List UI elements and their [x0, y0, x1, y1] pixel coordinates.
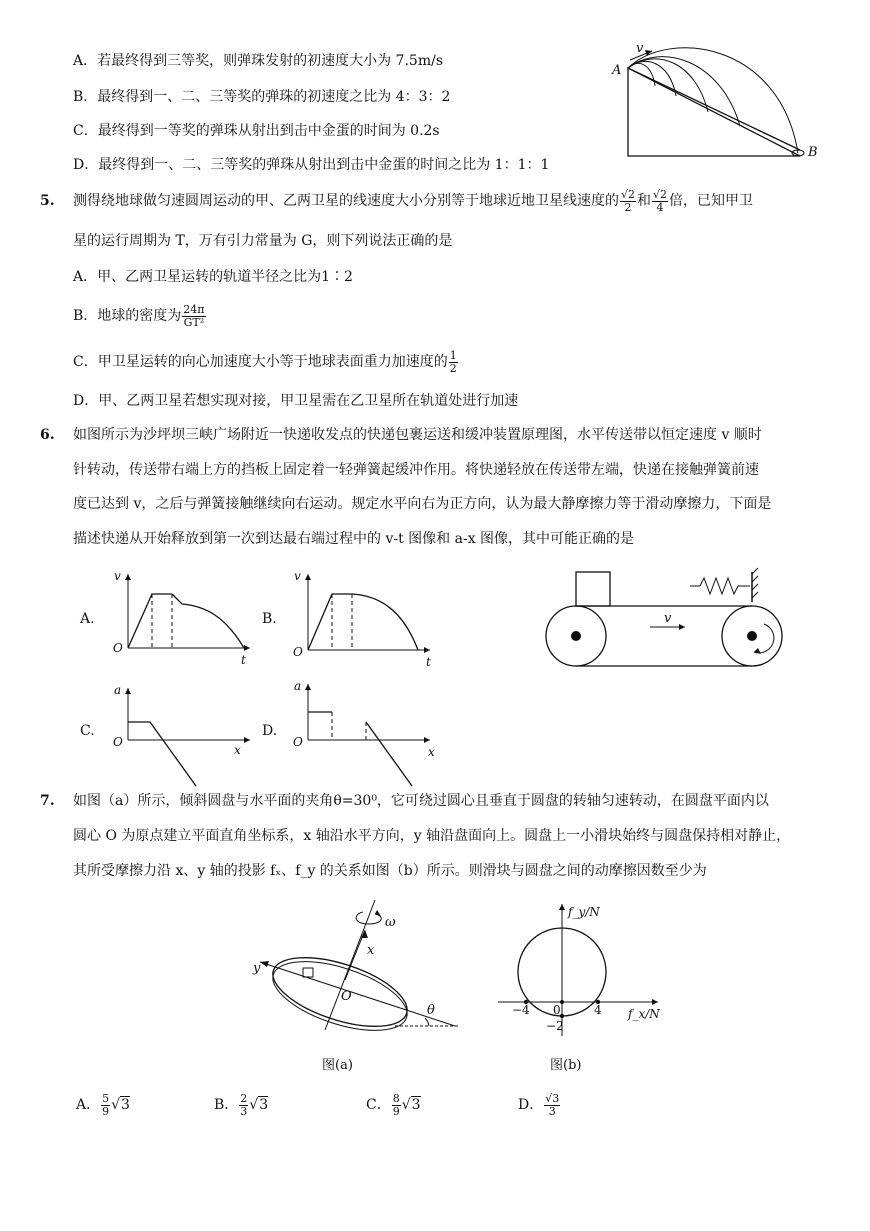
q5-option-c-fraction: $\frac{1}{2}$ [449, 348, 457, 375]
svg-text:0: 0 [553, 1003, 561, 1017]
q7-option-d: D． $\frac{√3}{3}$ [518, 1091, 560, 1118]
q5-option-b: B．地球的密度为 $\frac{24\pi}{\text{GT²}}$ [73, 302, 205, 329]
q5-stem-text-a: 测得绕地球做匀速圆周运动的甲、乙两卫星的线速度大小分别等于地球近地卫星线速度的 [73, 193, 619, 209]
svg-text:O: O [293, 735, 303, 749]
svg-text:θ: θ [427, 1003, 435, 1018]
svg-text:x: x [234, 743, 241, 757]
q5-frac-2: $\frac{√2}{4}$ [653, 187, 668, 214]
q4-slope-figure [610, 38, 830, 168]
q5-option-c: C．甲卫星运转的向心加速度大小等于地球表面重力加速度的 $\frac{1}{2}$ [73, 348, 457, 375]
q5-option-a: A．甲、乙两卫星运转的轨道半径之比为1∶2 [73, 269, 353, 285]
svg-text:v: v [294, 569, 301, 583]
q7-option-c: C． $\frac{8}{9}$ √3 [366, 1091, 421, 1118]
svg-text:−4: −4 [512, 1003, 530, 1017]
q6-graph-a [110, 566, 260, 666]
q5-frac-1: $\frac{√2}{2}$ [621, 187, 636, 214]
q6-stem-line3: 度已达到 v，之后与弹簧接触继续向右运动。规定水平向右为正方向，认为最大静摩擦力等于滑动摩擦力，下面是 [73, 496, 772, 512]
q6-stem-line2: 针转动，传送带右端上方的挡板上固定着一轻弹簧起缓冲作用。将快递轻放在传送带左端，快递在接触弹簧前速 [73, 462, 759, 478]
q6-graph-c [110, 680, 260, 790]
svg-text:y: y [253, 961, 261, 976]
q7-stem-line1: 如图（a）所示，倾斜圆盘与水平面的夹角θ=30⁰，它可绕过圆心且垂直于圆盘的转轴匀速转动，在圆盘平面内以 [73, 793, 769, 809]
svg-text:O: O [113, 641, 123, 655]
svg-text:a: a [114, 683, 122, 697]
q4-b-label: B [808, 145, 818, 160]
q7-option-b: B． $\frac{2}{3}$ √3 [214, 1091, 269, 1118]
q6-graph-b [290, 566, 440, 669]
q6-option-d-label: D. [262, 723, 278, 739]
svg-text:v: v [664, 611, 672, 626]
svg-text:O: O [113, 735, 123, 749]
q6-option-a-label: A. [80, 611, 95, 627]
q7-stem-line2: 圆心 O 为原点建立平面直角坐标系，x 轴沿水平方向，y 轴沿盘面向上。圆盘上一小滑块始终与圆盘保持相对静止， [73, 828, 791, 844]
svg-text:O: O [293, 645, 303, 659]
q7-figure-b-caption: 图(b) [550, 1058, 582, 1073]
q4-option-c: C．最终得到一等奖的弹珠从射出到击中金蛋的时间为 0.2s [73, 123, 440, 139]
q6-option-b-label: B. [262, 611, 277, 627]
svg-text:O: O [341, 989, 352, 1004]
q5-stem-line2: 星的运行周期为 T，万有引力常量为 G，则下列说法正确的是 [73, 233, 453, 249]
q6-conveyor-figure [540, 566, 790, 676]
q4-option-a: A．若最终得到三等奖，则弹珠发射的初速度大小为 7.5m/s [73, 53, 444, 69]
q7-option-a: A． $\frac{5}{9}$ √3 [76, 1091, 130, 1118]
q7-stem-line3: 其所受摩擦力沿 x、y 轴的投影 fₓ、f_y 的关系如图（b）所示。则滑块与圆盘之间的动摩擦因数至少为 [73, 863, 707, 879]
q5-number: 5. [40, 193, 55, 209]
svg-text:ω: ω [385, 915, 396, 930]
svg-text:x: x [428, 745, 435, 759]
q4-v-label: v [636, 41, 644, 56]
svg-text:f_x/N: f_x/N [628, 1007, 660, 1021]
svg-text:f_y/N: f_y/N [568, 905, 600, 919]
q5-stem-and: 和 [637, 193, 652, 209]
q6-option-c-label: C. [80, 723, 95, 739]
q7-figure-b [490, 900, 670, 1040]
svg-text:−2: −2 [546, 1019, 564, 1033]
q7-figure-a-caption: 图(a) [322, 1058, 353, 1073]
q5-stem-text-b: 倍，已知甲卫 [669, 193, 754, 209]
q7-number: 7. [40, 793, 55, 809]
q5-stem-line1 [73, 186, 753, 216]
q6-number: 6. [40, 427, 55, 443]
q5-option-d: D．甲、乙两卫星若想实现对接，甲卫星需在乙卫星所在轨道处进行加速 [73, 393, 519, 409]
q4-a-label: A [612, 63, 622, 78]
q6-stem-line4: 描述快递从开始释放到第一次到达最右端过程中的 v-t 图像和 a-x 图像，其中可能正确的是 [73, 531, 635, 547]
q7-figure-a [245, 900, 465, 1040]
q4-option-d: D．最终得到一、二、三等奖的弹珠从射出到击中金蛋的时间之比为 1：1：1 [73, 157, 550, 173]
q4-option-b: B．最终得到一、二、三等奖的弹珠的初速度之比为 4：3：2 [73, 89, 451, 105]
svg-text:t: t [426, 655, 431, 669]
svg-text:v: v [114, 569, 121, 583]
q6-stem-line1: 如图所示为沙坪坝三峡广场附近一快递收发点的快递包裹运送和缓冲装置原理图，水平传送带以恒定速度 v 顺时 [73, 427, 762, 443]
svg-text:x: x [367, 943, 375, 958]
svg-text:4: 4 [594, 1003, 602, 1017]
q5-option-b-fraction: $\frac{24\pi}{\text{GT²}}$ [183, 302, 205, 329]
svg-text:t: t [241, 653, 246, 667]
q6-graph-d [290, 676, 440, 790]
svg-text:a: a [294, 679, 302, 693]
